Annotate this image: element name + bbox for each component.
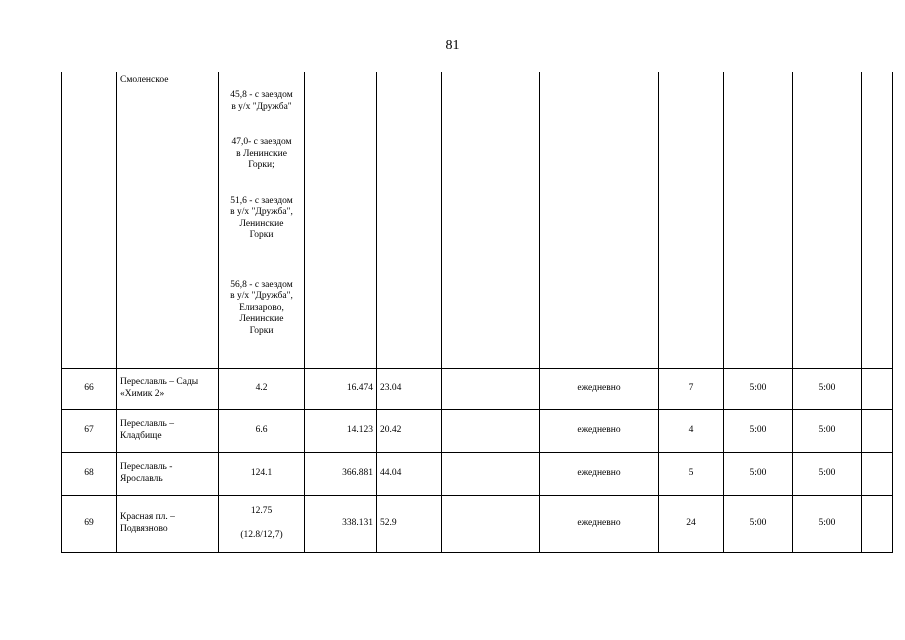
cell-empty <box>862 368 893 409</box>
cell-time: 5:00 <box>724 409 793 452</box>
cell-empty <box>540 72 659 368</box>
cell-value: 23.04 <box>377 368 442 409</box>
cell-frequency: ежедневно <box>540 368 659 409</box>
cell-count: 5 <box>659 452 724 495</box>
cell-time: 5:00 <box>793 452 862 495</box>
table-row <box>62 452 893 495</box>
table-row <box>62 495 893 552</box>
cell-empty <box>442 72 540 368</box>
cell-count: 4 <box>659 409 724 452</box>
table-row <box>62 409 893 452</box>
distance-note: 47,0- с заездом в Ленинские Горки; <box>231 137 292 170</box>
cell-distance: 6.6 <box>219 409 305 452</box>
cell-time: 5:00 <box>724 452 793 495</box>
cell-num: 67 <box>62 409 117 452</box>
distance-note: 45,8 - с заездом в у/х "Дружба" <box>230 90 293 112</box>
cell-route-name: Смоленское <box>117 72 219 368</box>
cell-distance: 124.1 <box>219 452 305 495</box>
cell-empty <box>377 72 442 368</box>
cell-time: 5:00 <box>724 368 793 409</box>
cell-route-name: Красная пл. – Подвязново <box>117 495 219 552</box>
cell-time: 5:00 <box>724 495 793 552</box>
cell-value: 44.04 <box>377 452 442 495</box>
cell-route-name: Переславль – Сады «Химик 2» <box>117 368 219 409</box>
cell-empty <box>862 495 893 552</box>
cell-empty <box>442 368 540 409</box>
cell-value: 20.42 <box>377 409 442 452</box>
table-row-continued <box>62 72 893 368</box>
cell-distance: 4.2 <box>219 368 305 409</box>
cell-value: 338.131 <box>305 495 377 552</box>
cell-value: 14.123 <box>305 409 377 452</box>
cell-num <box>62 72 117 368</box>
distance-note: 56,8 - с заездом в у/х "Дружба", Елизарово, Ленинские Горки <box>230 279 293 336</box>
cell-empty <box>659 72 724 368</box>
cell-value: 52.9 <box>377 495 442 552</box>
cell-count: 24 <box>659 495 724 552</box>
cell-empty <box>442 495 540 552</box>
cell-empty <box>862 452 893 495</box>
distance-note: 51,6 - с заездом в у/х "Дружба", Ленинские Горки <box>230 195 293 240</box>
cell-time: 5:00 <box>793 495 862 552</box>
cell-time: 5:00 <box>793 409 862 452</box>
cell-value: 16.474 <box>305 368 377 409</box>
cell-frequency: ежедневно <box>540 452 659 495</box>
route-table <box>61 72 893 553</box>
cell-frequency: ежедневно <box>540 495 659 552</box>
cell-empty <box>862 409 893 452</box>
cell-empty <box>724 72 793 368</box>
cell-distance: 12.75 (12.8/12,7) <box>219 495 305 552</box>
page-number: 81 <box>445 38 460 53</box>
cell-empty <box>793 72 862 368</box>
cell-route-name: Переславль - Ярославль <box>117 452 219 495</box>
cell-num: 68 <box>62 452 117 495</box>
cell-route-name: Переславль – Кладбище <box>117 409 219 452</box>
table-row <box>62 368 893 409</box>
cell-empty <box>442 409 540 452</box>
cell-distance-notes <box>219 72 305 368</box>
cell-time: 5:00 <box>793 368 862 409</box>
cell-value: 366.881 <box>305 452 377 495</box>
cell-frequency: ежедневно <box>540 409 659 452</box>
cell-empty <box>305 72 377 368</box>
cell-empty <box>442 452 540 495</box>
cell-empty <box>862 72 893 368</box>
cell-count: 7 <box>659 368 724 409</box>
cell-num: 69 <box>62 495 117 552</box>
cell-num: 66 <box>62 368 117 409</box>
